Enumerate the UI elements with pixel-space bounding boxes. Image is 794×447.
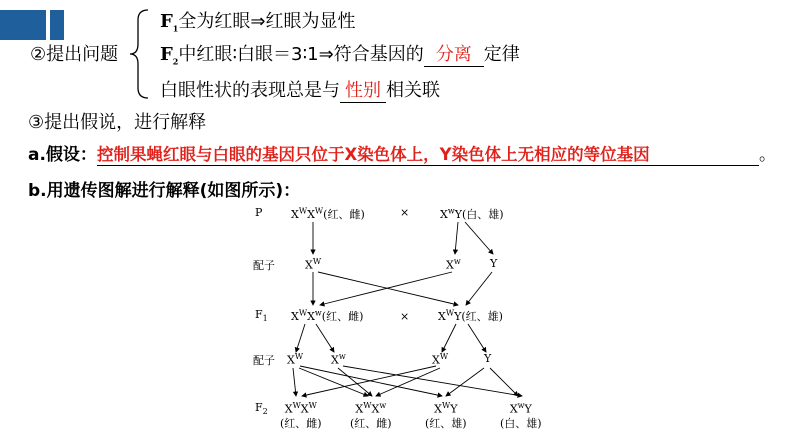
gamete-1-y: Y xyxy=(490,257,498,270)
gamete-2-xw-a: $X^W$ xyxy=(287,352,304,367)
arrow-p-male-gamete-x xyxy=(455,222,458,254)
question-2-text: 中红眼∶白眼＝3∶1⇒符合基因的 xyxy=(178,44,424,65)
cross-symbol-f1: × xyxy=(400,310,410,323)
arrow-g-xw-to-f2b xyxy=(299,368,368,396)
cross-symbol-p: × xyxy=(400,206,410,219)
answer-blank-fenli: 分离 xyxy=(424,40,484,67)
f2-label: $F_2$ xyxy=(160,44,179,67)
f1-male-genotype: $X^WY$(红、雄) xyxy=(438,308,503,323)
hypothesis-period: 。 xyxy=(758,145,776,165)
gamete-1-xw-recessive: $X^w$ xyxy=(446,257,461,272)
arrow-g-xw2-to-f2b xyxy=(338,368,372,396)
row-label-gamete-1: 配子 xyxy=(253,259,275,272)
p-male-genotype: $X^wY$(白、雄) xyxy=(440,206,504,221)
hypothesis-answer: 控制果蝇红眼与白眼的基因只位于X染色体上，Y染色体上无相应的等位基因 xyxy=(97,141,759,166)
f2-offspring-4: $X^wY$ (白、雄) xyxy=(500,401,542,430)
f1-label: $F_1$ xyxy=(160,11,179,34)
gamete-2-y: Y xyxy=(484,352,492,365)
gamete-1-xw: $X^W$ xyxy=(305,257,322,272)
answer-blank-xingbie: 性别 xyxy=(340,76,386,103)
arrow-g-xw-to-f2a xyxy=(293,368,296,396)
section-3-title: ③提出假说，进行解释 xyxy=(28,112,207,133)
arrow-f1f-gamete-xw2 xyxy=(316,324,334,352)
arrow-gamete-y-to-f1-male xyxy=(466,272,492,305)
question-3-suffix: 相关联 xyxy=(386,80,440,101)
f2-offspring-2: $X^WX^w$ (红、雌) xyxy=(350,401,392,430)
row-label-gamete-2: 配子 xyxy=(253,354,275,367)
gamete-2-xw-b: $X^w$ xyxy=(331,352,346,367)
arrow-p-male-gamete-y xyxy=(465,222,493,254)
row-label-f1: $F_1$ xyxy=(255,308,268,324)
arrow-g-y-to-f2d xyxy=(490,368,518,396)
diagram-intro: b.用遗传图解进行解释(如图所示)： xyxy=(28,181,301,201)
question-1-text: 全为红眼⇒红眼为显性 xyxy=(178,11,356,32)
row-label-f2: $F_2$ xyxy=(255,401,268,417)
section-2-title: ②提出问题 xyxy=(30,44,119,65)
arrow-g-y-to-f2c xyxy=(446,368,484,396)
arrow-f1f-gamete-xw xyxy=(296,324,305,352)
row-label-p: P xyxy=(255,206,263,219)
p-female-genotype: $X^WX^W$(红、雌) xyxy=(291,206,365,221)
f2-offspring-3: $X^WY$ (红、雄) xyxy=(425,401,467,430)
hypothesis-label: a.假设： xyxy=(28,145,97,165)
arrow-f1m-gamete-y xyxy=(468,324,486,352)
gamete-2-xw-c: $X^W$ xyxy=(432,352,449,367)
f2-offspring-1: $X^WX^W$ (红、雌) xyxy=(280,401,322,430)
question-2-suffix: 定律 xyxy=(483,44,520,65)
arrow-f1m-gamete-x xyxy=(442,324,456,352)
f1-female-genotype: $X^WX^w$(红、雌) xyxy=(291,308,364,323)
question-3-text: 白眼性状的表现总是与 xyxy=(160,80,340,101)
